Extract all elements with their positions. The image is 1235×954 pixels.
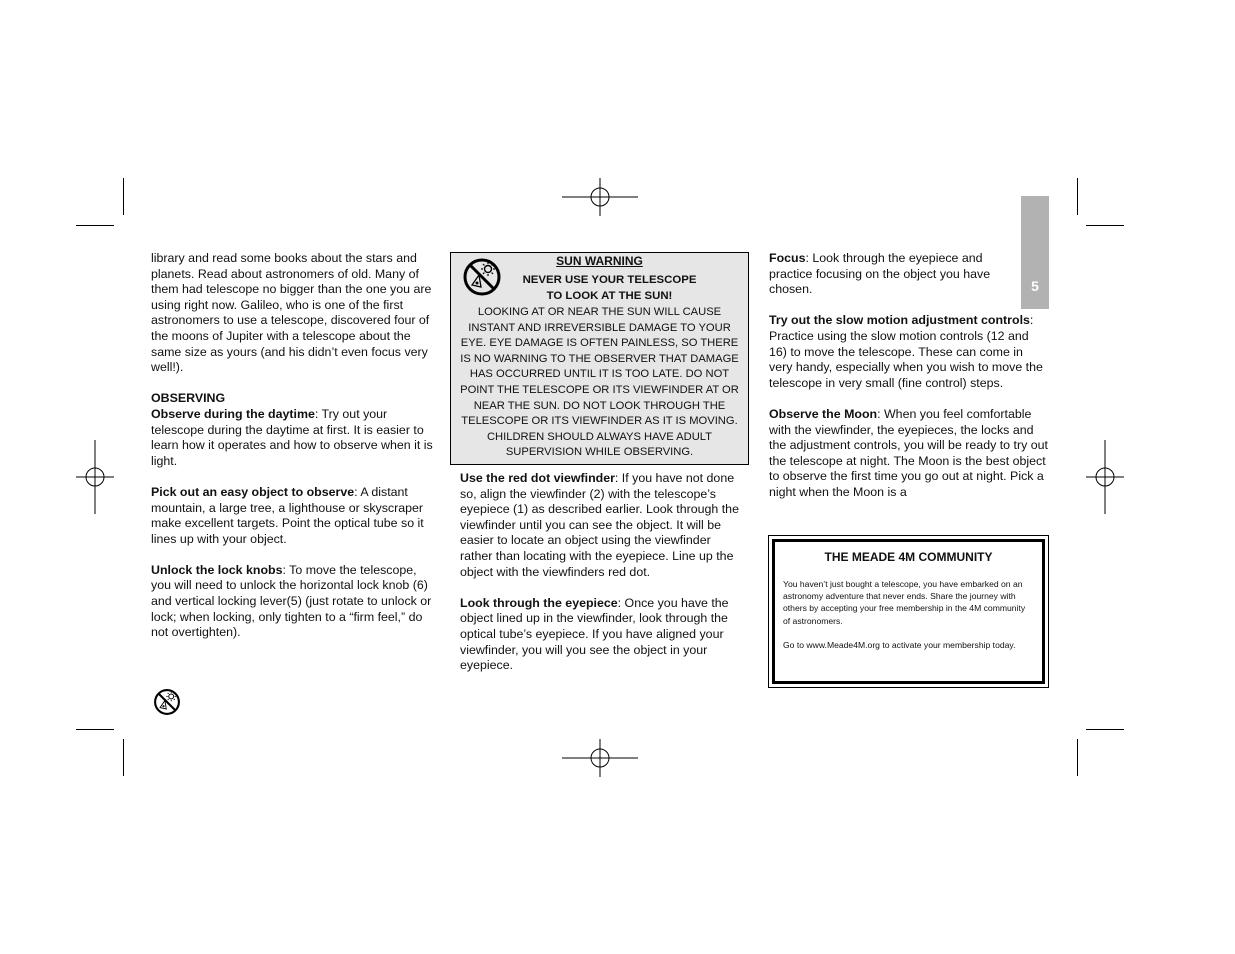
daytime-text: : Try out your telescope during the daytime at first. It is easier to learn how it operates and how to observe when it is light. [151,406,433,468]
slow-motion-paragraph [769,313,1049,391]
community-paragraph-1: You haven’t just bought a telescope, you have embarked on an astronomy adventure that never ends. Share the journey with others by accepting your free membership in the 4M community of astronomers. [783,579,1026,626]
slow-motion-title: Try out the slow motion adjustment controls [769,313,1030,328]
easy-object-text: : A distant mountain, a large tree, a lighthouse or skyscraper make excellent targets. Point the optical tube so it lines up with your object. [151,484,424,546]
sun-warning-title: SUN WARNING [556,254,643,268]
sun-warning-subtitle-line2: TO LOOK AT THE SUN! [546,290,673,302]
lock-knobs-text: : To move the telescope, you will need to unlock the horizontal lock knob (6) and vertical locking lever(5) (just rotate to unlock or lock; when locking, only tighten to a “firm feel,” do not overtighten). [151,562,432,640]
intro-paragraph: library and read some books about the stars and planets. Read about astronomers of old. Many of them had telescope no bigger than the one you are using right now. Galileo, who is one of the first astronomers to use a telescope, discovered four of the moons of Jupiter with a telescope about the same size as yours (and his didn’t even focus very well!). [151,251,432,375]
slow-motion-text: : Practice using the slow motion controls (12 and 16) to move the telescope. These can come in very handy, especially when you wish to move the telescope in very small (fine control) steps. [769,313,1043,390]
community-box-inner [772,539,1045,684]
column-left [151,251,437,641]
community-title: THE MEADE 4M COMMUNITY [824,550,993,564]
registration-mark-top [562,178,638,216]
sun-warning-subtitle [491,272,728,304]
column-right [769,251,1049,501]
daytime-title: Observe during the daytime [151,406,315,421]
registration-mark-left [76,440,114,514]
moon-text: : When you feel comfortable with the viewfinder, the eyepieces, the locks and the adjustment controls, you will be ready to try out the telescope at night. The Moon is the best object to observe the first time you go out at night. Pick a night when the Moon is a [769,406,1048,499]
viewfinder-paragraph [460,471,746,580]
community-box [768,535,1049,688]
viewfinder-title: Use the red dot viewfinder [460,471,615,485]
section-heading: OBSERVING [151,391,226,406]
moon-paragraph [769,407,1049,501]
sun-warning-box [450,252,749,465]
moon-title: Observe the Moon [769,406,878,421]
daytime-paragraph [151,407,437,469]
easy-object-paragraph [151,485,437,547]
registration-mark-right [1086,440,1124,514]
registration-mark-bottom [562,739,638,777]
eyepiece-paragraph [460,596,746,674]
viewfinder-text: : If you have not done so, align the viewfinder (2) with the telescope’s eyepiece (1) as described earlier. Look through the viewfinder until you can see the object. It will be easier to locate an object using the viewfinder rather than locating with the eyepiece. Line up the object with the viewfinders red dot. [460,471,739,579]
focus-paragraph [769,251,1012,298]
lock-knobs-paragraph [151,563,437,641]
community-body [783,578,1034,651]
sun-warning-subtitle-line1: NEVER USE YOUR TELESCOPE [522,274,697,286]
lock-knobs-title: Unlock the lock knobs [151,562,283,577]
easy-object-title: Pick out an easy object to observe [151,484,355,499]
focus-text: : Look through the eyepiece and practice focusing on the object you have chosen. [769,251,991,297]
sun-warning-body: LOOKING AT OR NEAR THE SUN WILL CAUSE INSTANT AND IRREVERSIBLE DAMAGE TO YOUR EYE. EYE DAMAGE IS OFTEN PAINLESS, SO THERE IS NO WARNING TO THE OBSERVER THAT DAMAGE HAS OCCURRED UNTIL IT IS TOO LATE. DO NOT POINT THE TELESCOPE OR ITS VIEWFINDER AT OR NEAR THE SUN. DO NOT LOOK THROUGH THE TELESCOPE OR ITS VIEWFINDER AS IT IS MOVING. CHILDREN SHOULD ALWAYS HAVE ADULT SUPERVISION WHILE OBSERVING. [460,306,739,459]
page-number: 5 [1031,278,1039,294]
community-paragraph-2: Go to www.Meade4M.org to activate your membership today. [783,640,1016,650]
no-sun-eye-icon [153,688,181,716]
eyepiece-text: : Once you have the object lined up in the viewfinder, look through the optical tube’s eyepiece. If you have aligned your viewfinder, you will you see the object in your eyepiece. [460,595,729,673]
column-middle [460,471,746,674]
eyepiece-title: Look through the eyepiece [460,595,618,610]
focus-title: Focus [769,251,806,265]
